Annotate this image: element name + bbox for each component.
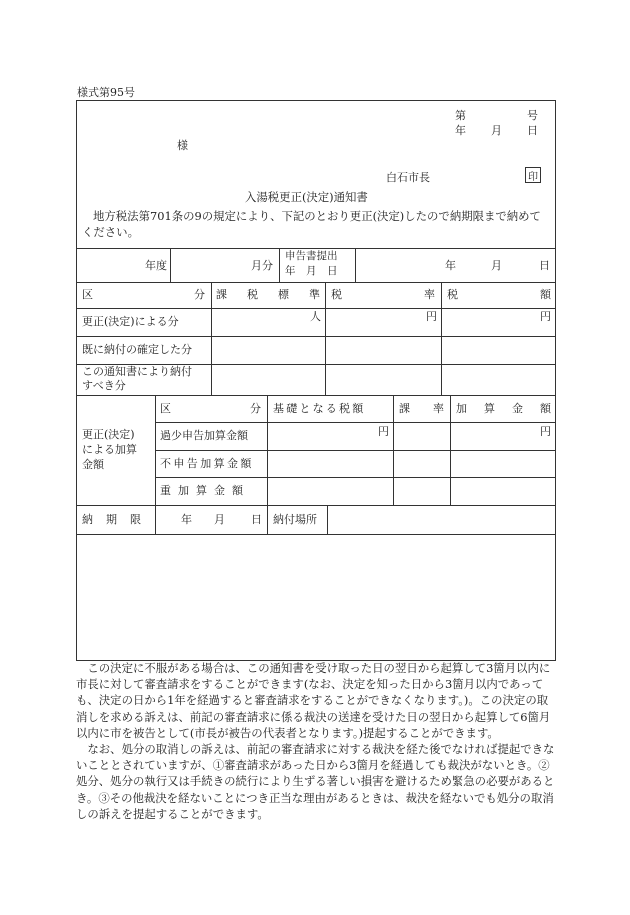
tax-row-label-payable-line1: この通知書により納付 [82,365,192,378]
header-char: 区 [160,401,171,415]
unit-yen: 円 [378,425,389,438]
tax-table-header-taxable-base [216,282,320,308]
header-char: 準 [309,288,320,302]
tax-row-label-corrected: 更正(決定)による分 [82,315,179,329]
table-line [441,282,442,395]
appeal-notice-paragraph-2: なお、処分の取消しの訴えは、前記の審査請求に対する裁決を経た後でなければ提起できないこととされていますが、①審査請求があった日から3箇月を経過しても裁決がないとき。②処分、処分の執行又は手続きの続行により生ずる著しい損害を避けるため緊急の必要があるとき。③その他裁決を経ないことにつき正当な理由があるときは、裁決を経ないでも処分の取消しの訴えを提起することができます。 [76,742,555,821]
penalty-row-heavy: 重加算金額 [160,484,250,498]
tax-row-label-payable-line2: すべき分 [82,379,126,392]
header-char: 額 [540,288,551,302]
form-number: 様式第95号 [77,86,135,99]
reference-number-prefix: 第 [455,109,466,122]
seal-stamp: 印 [525,167,541,183]
form-frame [76,100,556,661]
payment-place-label: 納付場所 [273,513,317,526]
deadline-year: 年 [181,513,192,526]
table-line [327,505,328,534]
unit-yen: 円 [426,310,437,323]
table-line [279,248,280,282]
unit-persons: 人 [310,310,321,323]
header-char: 率 [433,401,444,415]
penalty-row-under-reporting: 過少申告加算金額 [160,429,248,443]
header-char: 算 [484,401,495,415]
deadline-label: 納期限 [82,512,154,526]
table-line [76,248,556,249]
filing-date-month: 月 [491,259,502,272]
header-char: 課 [399,401,410,415]
penalty-header-rate [399,395,444,422]
header-char: 税 [331,288,342,302]
deadline-day: 日 [251,513,262,526]
table-line [76,534,556,535]
tax-table-header-tax-rate [331,282,435,308]
table-line [325,282,326,395]
penalty-header-base-tax: 基礎となる税額 [273,401,366,415]
intro-text: 地方税法第701条の9の規定により、下記のとおり更正(決定)したので納期限まで納めてください。 [82,209,541,240]
header-char: 区 [82,288,93,302]
penalty-header-amount [456,395,551,422]
unit-yen: 円 [540,310,551,323]
table-line [393,395,394,505]
filing-date-day: 日 [539,259,550,272]
fiscal-year-label: 年度 [145,259,167,272]
issuer-name: 白石市長 [386,171,430,184]
deadline-month: 月 [214,513,225,526]
table-line [211,282,212,395]
table-line [155,395,156,505]
header-char: 税 [247,288,258,302]
header-char: 税 [447,288,458,302]
document-title: 入湯税更正(決定)通知書 [245,190,368,204]
issue-date-month: 月 [491,124,502,137]
header-char: 金 [512,401,523,415]
filing-date-units: 年 月 日 [285,265,338,277]
penalty-group-label-line2: による加算 [82,443,137,456]
table-line [450,395,451,505]
penalty-group-label-line1: 更正(決定) [82,428,135,441]
header-char: 加 [456,401,467,415]
table-line [355,248,356,282]
header-char: 分 [194,288,205,302]
table-line [155,505,156,534]
reference-number-suffix: 号 [527,109,538,122]
header-char: 額 [540,401,551,415]
penalty-header-category [160,395,261,422]
issue-date-day: 日 [527,124,538,137]
header-char: 標 [278,288,289,302]
unit-yen: 円 [540,425,551,438]
appeal-notice-paragraph-1: この決定に不服がある場合は、この通知書を受け取った日の翌日から起算して3箇月以内に市長に対して審査請求をすることができます(なお、決定を知った日から3箇月以内であっても、決定の日から1年を経過すると審査請求をすることができなくなります。)。この決定の取消しを求める訴えは、前記の審査請求に係る裁決の送達を受けた日の翌日から起算して6箇月以内に市を被告として(市長が被告の代表者となります。)提起することができます。 [76,661,551,740]
tax-table-header-tax-amount [447,282,551,308]
tax-table-header-category [82,282,205,308]
addressee-suffix: 様 [177,139,188,152]
issue-date-year: 年 [455,124,466,137]
header-char: 率 [424,288,435,302]
penalty-group-label-line3: 金額 [82,458,104,471]
table-line [267,505,268,534]
table-line [170,248,171,282]
month-period-label: 月分 [251,259,273,272]
filing-date-year: 年 [445,259,456,272]
table-line [267,395,268,505]
penalty-row-non-filing: 不申告加算金額 [160,456,254,470]
tax-row-label-already-paid: 既に納付の確定した分 [82,343,192,357]
header-char: 課 [216,288,227,302]
filing-date-label: 申告書提出 [285,250,338,262]
header-char: 分 [250,401,261,415]
